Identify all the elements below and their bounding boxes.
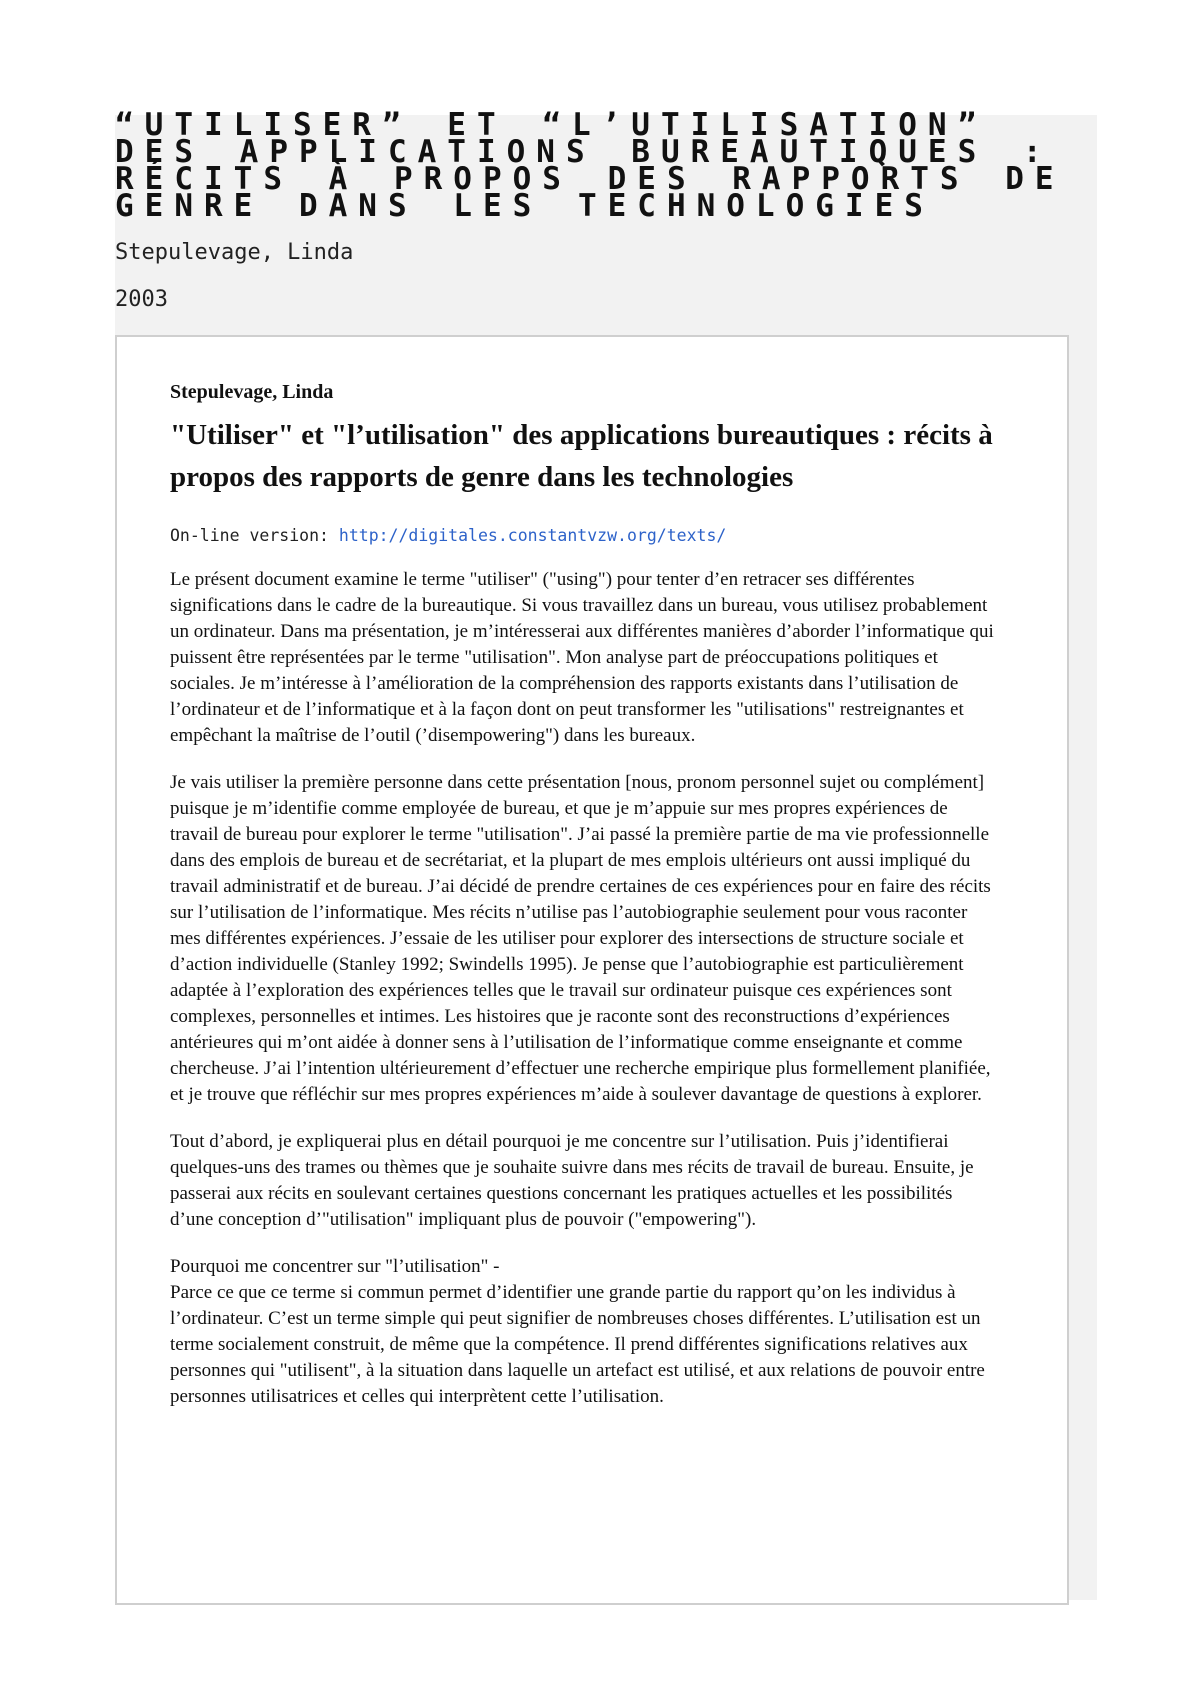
online-version-label: On-line version:: [170, 526, 329, 545]
article-card: [115, 335, 1069, 1605]
section-paragraph: Parce ce que ce terme si commun permet d’identifier une grande partie du rapport qu’on les individus à l’ordinateur. C’est un terme simple qui peut signifier de nombreuses choses différentes. L’utilisation est un terme socialement construit, de même que la compétence. Il prend différentes significations relatives aux personnes qui "utilisent", à la situation dans laquelle un artefact est utilisé, et aux relations de pouvoir entre personnes utilisatrices et celles qui interprètent cette l’utilisation.: [170, 1282, 985, 1407]
document-author: Stepulevage, Linda: [115, 240, 354, 265]
article-paragraph-2: Je vais utiliser la première personne dans cette présentation [nous, pronom personnel sujet ou complément] puisque je m’identifie comme employée de bureau, et que je m’appuie sur mes propres expériences de travail de bureau pour explorer le terme "utilisation". J’ai passé la première partie de ma vie professionnelle dans des emplois de bureau et de secrétariat, et la plupart de mes emplois ultérieurs ont aussi impliqué du travail administratif et de bureau. J’ai décidé de prendre certaines de ces expériences pour en faire des récits sur l’utilisation de l’informatique. Mes récits n’utilise pas l’autobiographie seulement pour vous raconter mes différentes expériences. J’essaie de les utiliser pour explorer des intersections de structure sociale et d’action individuelle (Stanley 1992; Swindells 1995). Je pense que l’autobiographie est particulièrement adaptée à l’exploration des expériences telles que le travail sur ordinateur puisque ces expériences sont complexes, personnelles et intimes. Les histoires que je raconte sont des reconstructions d’expériences antérieures qui m’ont aidée à donner sens à l’utilisation de l’informatique comme enseignante et comme chercheuse. J’ai l’intention ultérieurement d’effectuer une recherche empirique plus formellement planifiée, et je trouve que réfléchir sur mes propres expériences m’aide à soulever davantage de questions à explorer.: [170, 772, 991, 1105]
article-title: "Utiliser" et "l’utilisation" des applications bureautiques : récits à propos des rapports de genre dans les technologies: [170, 419, 993, 493]
article-author: Stepulevage, Linda: [170, 381, 334, 403]
article-paragraph-1: Le présent document examine le terme "utiliser" ("using") pour tenter d’en retracer ses différentes significations dans le cadre de la bureautique. Si vous travaillez dans un bureau, vous utilisez probablement un ordinateur. Dans ma présentation, je m’intéresserai aux différentes manières d’aborder l’informatique qui puissent être représentées par le terme "utilisation". Mon analyse part de préoccupations politiques et sociales. Je m’intéresse à l’amélioration de la compréhension des rapports existants dans l’utilisation de l’ordinateur et de l’informatique et à la façon dont on peut transformer les "utilisations" restreignantes et empêchant la maîtrise de l’outil (’disempowering") dans les bureaux.: [170, 569, 994, 746]
online-version-link[interactable]: http://digitales.constantvzw.org/texts/: [338, 526, 727, 545]
article-paragraph-3: Tout d’abord, je expliquerai plus en détail pourquoi je me concentre sur l’utilisation. Puis j’identifierai quelques-uns des trames ou thèmes que je souhaite suivre dans mes récits de travail de bureau. Ensuite, je passerai aux récits en soulevant certaines questions concernant les pratiques actuelles et les possibilités d’une conception d’"utilisation" impliquant plus de pouvoir ("empowering").: [170, 1131, 974, 1230]
online-version-line: [170, 526, 1000, 545]
document-year: 2003: [115, 287, 168, 312]
section-heading: Pourquoi me concentrer sur "l’utilisation" -: [170, 1256, 500, 1277]
article-content: [170, 381, 1000, 1431]
document-title: “UTILISER” ET “L’UTILISATION” DES APPLICATIONS BUREAUTIQUES : RÉCITS À PROPOS DES RAPPORTS DE GENRE DANS LES TECHNOLOGIES: [115, 107, 1065, 224]
article-paragraph-4: [170, 1254, 1000, 1410]
